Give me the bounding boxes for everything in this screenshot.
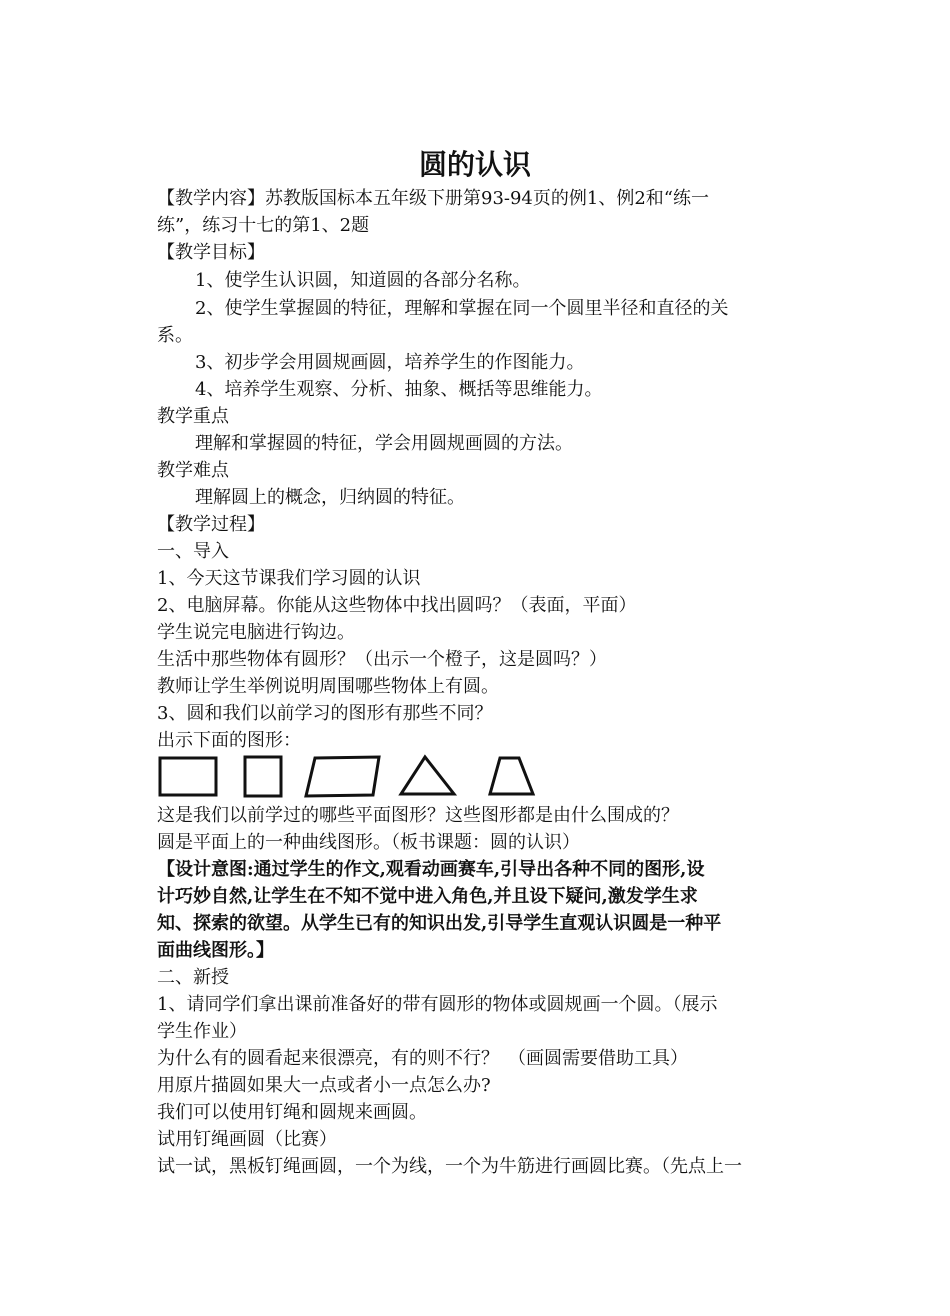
text-line: 计巧妙自然,让学生在不知不觉中进入角色,并且设下疑问,激发学生求	[157, 886, 698, 907]
square-shape	[245, 757, 281, 796]
text-line: 1、请同学们拿出课前准备好的带有圆形的物体或圆规画一个圆。（展示	[157, 994, 718, 1015]
text-line: 理解圆上的概念，归纳圆的特征。	[195, 487, 465, 508]
text-line: 教学重点	[157, 406, 229, 427]
text-line: 教师让学生举例说明周围哪些物体上有圆。	[157, 676, 499, 697]
text-line: 知、探索的欲望。从学生已有的知识出发,引导学生直观认识圆是一种平	[157, 913, 722, 934]
text-line: 4、培养学生观察、分析、抽象、概括等思维能力。	[195, 379, 603, 400]
text-line: 练”，练习十七的第1、2题	[157, 215, 370, 236]
text-line: 用原片描圆如果大一点或者小一点怎么办?	[157, 1075, 491, 1096]
text-line: 2、电脑屏幕。你能从这些物体中找出圆吗？（表面，平面）	[157, 595, 637, 616]
text-line: 面曲线图形。】	[157, 940, 274, 961]
text-line: 试用钉绳画圆（比赛）	[157, 1129, 337, 1150]
text-line: 3、圆和我们以前学习的图形有那些不同？	[157, 703, 493, 724]
text-line: 我们可以使用钉绳和圆规来画圆。	[157, 1102, 427, 1123]
text-line: 学生作业）	[157, 1021, 247, 1042]
text-line: 圆是平面上的一种曲线图形。（板书课题：圆的认识）	[157, 832, 580, 853]
text-line: 这是我们以前学过的哪些平面图形？这些图形都是由什么围成的？	[157, 805, 679, 826]
document-title: 圆的认识	[418, 148, 531, 181]
text-line: 【教学过程】	[157, 514, 265, 535]
geometric-shapes-figure	[157, 753, 557, 799]
text-line: 为什么有的圆看起来很漂亮，有的则不行？ （画圆需要借助工具）	[157, 1048, 688, 1069]
text-line: 【教学目标】	[157, 242, 265, 263]
text-line: 2、使学生掌握圆的特征，理解和掌握在同一个圆里半径和直径的关	[195, 298, 729, 319]
text-line: 生活中那些物体有圆形？（出示一个橙子，这是圆吗？）	[157, 649, 607, 670]
text-line: 3、初步学会用圆规画圆，培养学生的作图能力。	[195, 352, 585, 373]
text-line: 试一试，黑板钉绳画圆，一个为线，一个为牛筋进行画圆比赛。（先点上一	[157, 1156, 742, 1177]
text-line: 学生说完电脑进行钩边。	[157, 622, 355, 643]
text-line: 二、新授	[157, 967, 229, 988]
text-line: 1、使学生认识圆，知道圆的各部分名称。	[195, 270, 531, 291]
text-line: 系。	[157, 325, 193, 346]
text-line: 教学难点	[157, 460, 229, 481]
text-line: 1、今天这节课我们学习圆的认识	[157, 568, 421, 589]
rectangle-shape	[160, 758, 216, 795]
text-line: 【教学内容】苏教版国标本五年级下册第93-94页的例1、例2和“练一	[157, 188, 709, 209]
text-line: 【设计意图:通过学生的作文,观看动画赛车,引导出各种不同的图形,设	[157, 859, 705, 880]
text-line: 出示下面的图形：	[157, 730, 301, 751]
text-line: 理解和掌握圆的特征，学会用圆规画圆的方法。	[195, 433, 573, 454]
trapezoid-shape	[490, 758, 533, 794]
text-line: 一、导入	[157, 541, 229, 562]
triangle-shape	[401, 757, 454, 794]
parallelogram-shape	[306, 757, 379, 796]
